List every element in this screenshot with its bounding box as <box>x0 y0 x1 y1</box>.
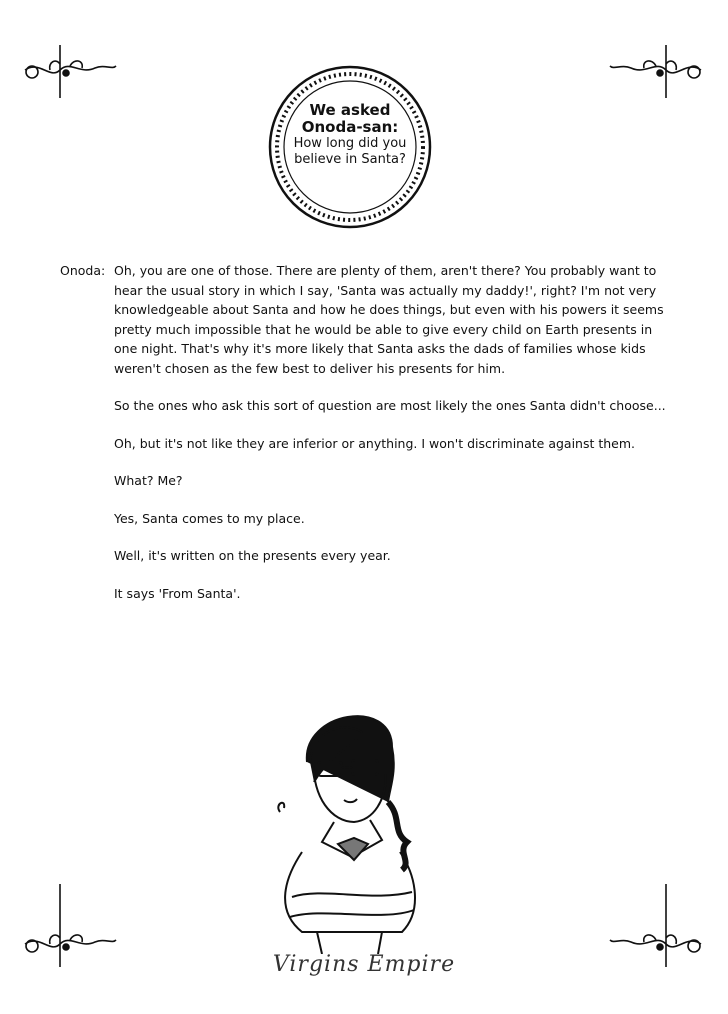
flourish-corner-icon <box>606 40 706 100</box>
paragraph: So the ones who ask this sort of question are most likely the ones Santa didn't choose... <box>114 398 666 413</box>
paragraph: Yes, Santa comes to my place. <box>114 510 305 526</box>
first-paragraph-row <box>60 261 670 378</box>
badge-title-line2: Onoda-san: <box>301 118 399 136</box>
flourish-corner-icon <box>20 40 120 100</box>
question-badge <box>266 62 434 232</box>
paragraph: Well, it's written on the presents every year. <box>114 548 391 563</box>
signature-logo: Virgins Empire <box>272 952 456 977</box>
paragraph: Oh, you are one of those. There are plenty of them, aren't there? You probably want to hear the usual story in which I say, 'Santa was actually my daddy!', right? I'm not very knowledgeable about Santa and how he does things, but even with his powers it seems pretty much impossible that he would be able to give every child on Earth presents in one night. That's why it's more likely that Santa asks the dads of families whose kids weren't chosen as the few best to deliver his presents for him. <box>114 263 664 376</box>
badge-text <box>266 102 434 168</box>
paragraph: Oh, but it's not like they are inferior or anything. I won't discriminate against them. <box>114 435 636 451</box>
dialogue-block <box>60 261 670 621</box>
badge-title-line1: We asked <box>309 101 391 119</box>
badge-question-line2: believe in Santa? <box>294 152 406 167</box>
badge-question-line1: How long did you <box>293 136 407 151</box>
speaker-label: Onoda: <box>60 263 106 278</box>
paragraph: It says 'From Santa'. <box>114 585 241 601</box>
paragraph: What? Me? <box>114 473 183 488</box>
character-illustration <box>262 692 442 954</box>
